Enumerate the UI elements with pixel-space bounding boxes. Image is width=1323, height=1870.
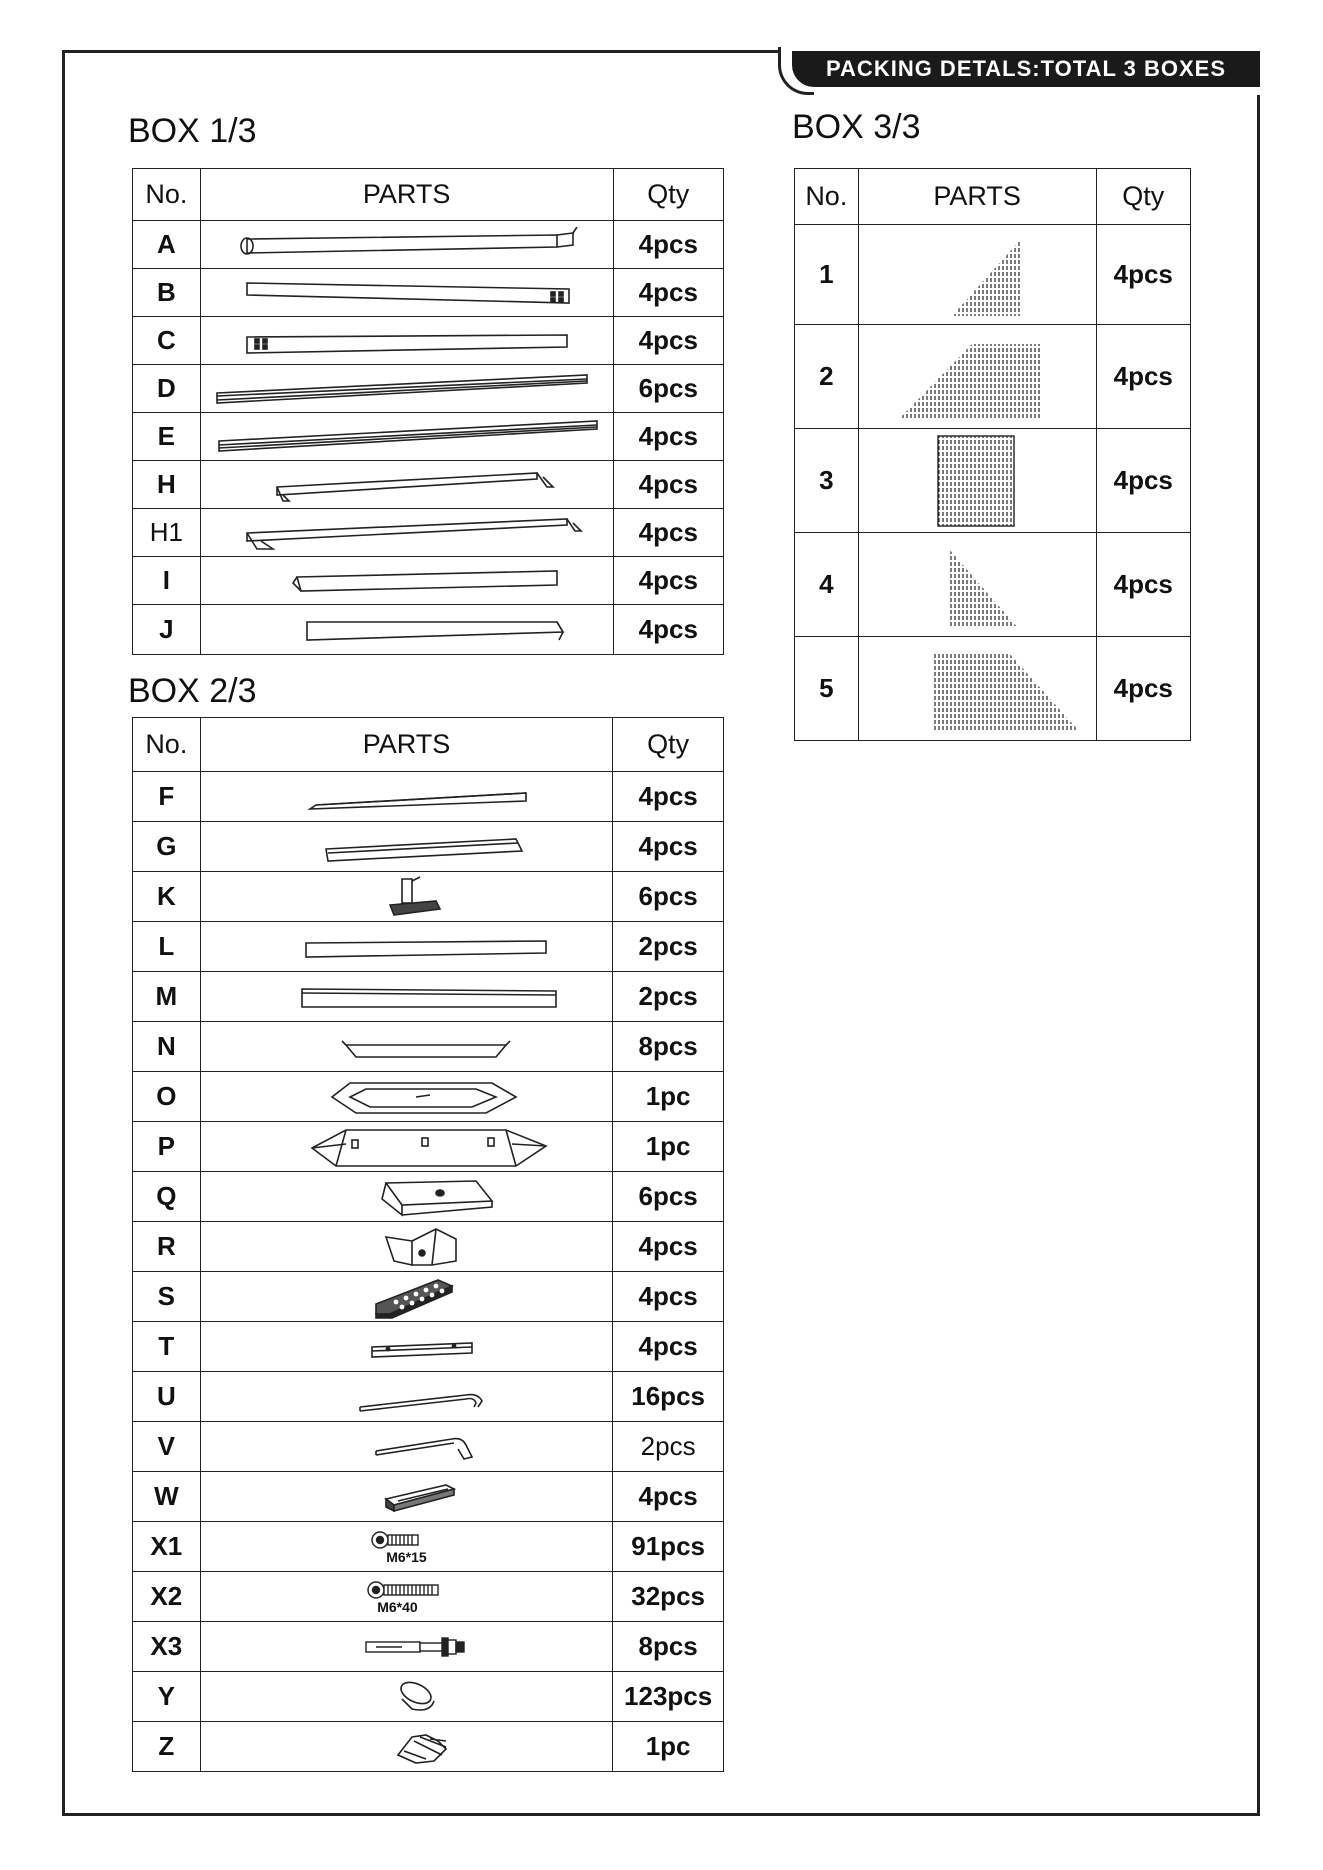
washer-icon [216,1679,596,1715]
part-no: V [133,1422,201,1472]
col-qty: Qty [613,169,723,221]
short-rail-icon [216,1329,596,1365]
part-qty: 4pcs [613,1222,724,1272]
part-qty: 6pcs [613,1172,724,1222]
long-tube-icon [217,227,597,263]
bolt-icon [366,1529,446,1551]
table-row [133,1172,724,1222]
gloves-icon [216,1727,596,1767]
table-row [795,637,1191,741]
part-no: F [133,772,201,822]
table-row [133,509,724,557]
part-qty: 16pcs [613,1372,724,1422]
part-no: A [133,221,201,269]
table-row [133,1522,724,1572]
table-row [133,1122,724,1172]
corner-foot-icon [216,1274,596,1320]
part-no: P [133,1122,201,1172]
table-row [133,317,724,365]
part-no: X3 [133,1622,201,1672]
table-row [133,1622,724,1672]
bracket-bar-icon [217,465,597,505]
part-no: C [133,317,201,365]
table-row [133,972,724,1022]
part-no: N [133,1022,201,1072]
part-qty: 4pcs [613,1322,724,1372]
ridge-cap-icon [216,1124,596,1170]
part-qty: 4pcs [1096,225,1190,325]
table-row [133,269,724,317]
table-row [133,413,724,461]
table-row [795,325,1191,429]
part-qty: 4pcs [613,822,724,872]
part-qty: 2pcs [613,1422,724,1472]
part-no: X2 [133,1572,201,1622]
table-row [133,1572,724,1622]
part-qty: 91pcs [613,1522,724,1572]
box3-title [792,108,921,147]
anchor-bolt-icon [216,1632,596,1662]
box2-table [132,717,724,1772]
square-bar-icon [217,323,597,359]
part-qty: 2pcs [613,972,724,1022]
table-row [133,772,724,822]
table-row [795,533,1191,637]
panel-triangle-icon [862,538,1092,632]
table-row [133,1322,724,1372]
part-no: D [133,365,201,413]
box3-table [794,168,1191,741]
part-no: 1 [795,225,859,325]
part-qty: 32pcs [613,1572,724,1622]
part-qty: 8pcs [613,1622,724,1672]
box2-label: BOX [128,672,200,710]
box3-number: 3/3 [873,108,921,146]
col-qty: Qty [1096,169,1190,225]
stand-bracket-icon [216,875,596,919]
bolt-size-label: M6*40 [377,1598,418,1615]
box2-title [128,672,257,711]
col-qty: Qty [613,718,724,772]
part-qty: 2pcs [613,922,724,972]
part-no: Q [133,1172,201,1222]
table-row [133,221,724,269]
part-no: L [133,922,201,972]
part-qty: 123pcs [613,1672,724,1722]
table-row [133,1272,724,1322]
part-no: G [133,822,201,872]
part-qty: 4pcs [613,772,724,822]
table-row [133,1422,724,1472]
part-no: K [133,872,201,922]
part-qty: 1pc [613,1072,724,1122]
col-no: No. [795,169,859,225]
part-no: 2 [795,325,859,429]
part-no: S [133,1272,201,1322]
table-row [133,872,724,922]
square-bar-icon [217,275,597,311]
table-row [133,1072,724,1122]
part-no: W [133,1472,201,1522]
banner-title: PACKING DETALS:TOTAL 3 BOXES [792,51,1260,87]
bracket-bar-icon [217,513,597,553]
bolt-icon [366,1579,446,1601]
box1-header-row [133,169,724,221]
part-no: H1 [133,509,201,557]
part-qty: 4pcs [1096,637,1190,741]
table-row [133,1222,724,1272]
part-no: O [133,1072,201,1122]
col-parts: PARTS [200,718,613,772]
table-row [795,429,1191,533]
part-qty: 4pcs [613,1472,724,1522]
panel-rectangle-icon [862,434,1092,528]
panel-trapezoid-icon [862,330,1092,424]
table-row [133,1672,724,1722]
part-no: H [133,461,201,509]
col-parts: PARTS [858,169,1096,225]
part-no: 3 [795,429,859,533]
part-no: J [133,605,201,655]
part-no: 4 [795,533,859,637]
col-parts: PARTS [200,169,613,221]
part-qty: 4pcs [613,1272,724,1322]
part-qty: 8pcs [613,1022,724,1072]
channel-rail-icon [207,371,607,407]
flat-bar-icon [216,979,596,1015]
part-qty: 4pcs [613,269,723,317]
box1-title [128,112,257,151]
table-row [133,1722,724,1772]
panel-triangle-icon [862,230,1092,320]
table-row [133,1022,724,1072]
table-row [133,1372,724,1422]
part-no: 5 [795,637,859,741]
box1-number: 1/3 [209,112,257,150]
part-qty: 4pcs [613,413,723,461]
part-no: B [133,269,201,317]
part-no: U [133,1372,201,1422]
part-qty: 4pcs [1096,533,1190,637]
hook-rod-icon [216,1377,596,1417]
part-no: Y [133,1672,201,1722]
table-row [133,822,724,872]
box2-header-row [133,718,724,772]
box3-label: BOX [792,108,864,146]
part-qty: 6pcs [613,365,723,413]
table-row [133,557,724,605]
table-row [133,605,724,655]
part-qty: 4pcs [613,605,723,655]
part-qty: 1pc [613,1722,724,1772]
col-no: No. [133,169,201,221]
connector-plate-icon [216,1175,596,1219]
part-no: E [133,413,201,461]
table-row [133,922,724,972]
table-row [795,225,1191,325]
box2-number: 2/3 [209,672,257,710]
box1-label: BOX [128,112,200,150]
angle-strip-icon [216,829,596,865]
bolt-size-label: M6*15 [386,1548,427,1565]
col-no: No. [133,718,201,772]
part-qty: 4pcs [613,557,723,605]
part-qty: 4pcs [1096,429,1190,533]
part-qty: 4pcs [613,461,723,509]
part-no: R [133,1222,201,1272]
corner-plate-icon [216,1225,596,1269]
part-no: T [133,1322,201,1372]
table-row [133,365,724,413]
part-no: Z [133,1722,201,1772]
part-qty: 1pc [613,1122,724,1172]
flat-bar-icon [217,563,597,599]
angle-strip-icon [216,779,596,815]
part-no: X1 [133,1522,201,1572]
hex-key-icon [216,1427,596,1467]
channel-rail-icon [207,419,607,455]
table-row [133,461,724,509]
box3-header-row [795,169,1191,225]
table-row [133,1472,724,1522]
part-no: I [133,557,201,605]
part-qty: 4pcs [613,509,723,557]
flat-bar-icon [216,929,596,965]
part-qty: 4pcs [1096,325,1190,429]
box1-table [132,168,724,655]
part-qty: 4pcs [613,317,723,365]
pad-block-icon [216,1477,596,1517]
packing-banner [778,47,1264,95]
part-no: M [133,972,201,1022]
ridge-frame-icon [216,1075,596,1119]
panel-trapezoid-icon [862,642,1092,736]
part-qty: 4pcs [613,221,723,269]
part-qty: 6pcs [613,872,724,922]
flat-bar-icon [217,612,597,648]
gutter-strip-icon [216,1029,596,1065]
